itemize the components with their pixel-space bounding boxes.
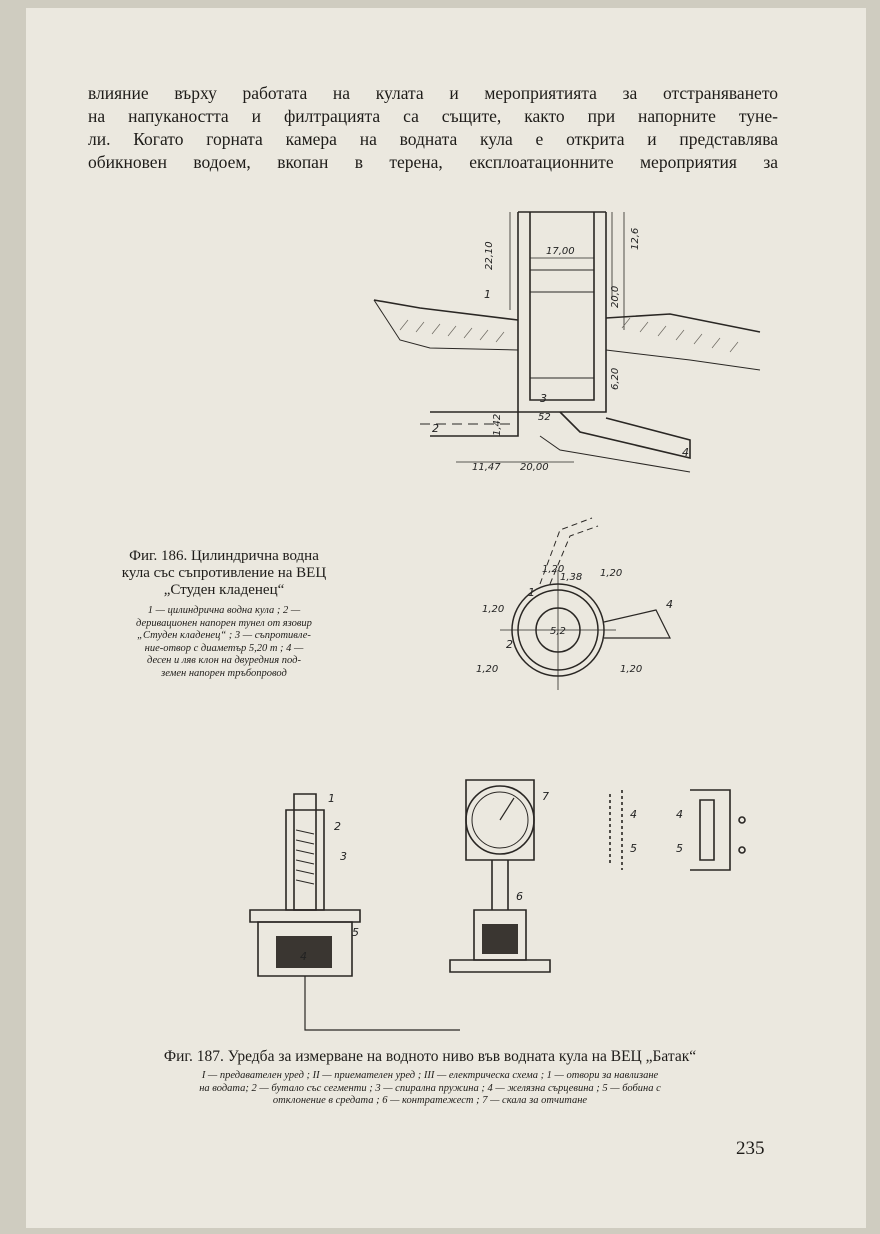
paragraph-line: влияние върху работата на кулата и мероприятията за отстраняването <box>88 83 778 103</box>
fig187-label-1: 1 <box>328 792 335 805</box>
dim-200: 20,0 <box>610 285 621 308</box>
page-number: 235 <box>736 1138 765 1159</box>
fig186-caption <box>88 548 360 680</box>
plan-dim-138: 1,38 <box>560 572 583 583</box>
fig187-caption <box>80 1048 780 1108</box>
fig186-plan-drawing <box>470 510 690 690</box>
fig187-label-4: 4 <box>300 950 307 963</box>
plan-dim-52: 5,2 <box>550 626 566 637</box>
dim-52: 52 <box>538 412 551 423</box>
fig187-label-4b: 4 <box>630 808 637 821</box>
fig187-label-5b: 5 <box>630 842 637 855</box>
fig186-legend: 1 — цилиндрична водна кула ; 2 — деривационен напорен тунел от язовир „Студен кладенец“ ; 3 — съпротивле- ние-отвор с диаметър 5,20 m ; 4 — десен и ляв клон на двуредния под- земен напорен тръбопровод <box>136 605 312 679</box>
dim-2210: 22,10 <box>484 241 495 270</box>
dim-142: 1,42 <box>492 413 503 436</box>
fig187-label-7: 7 <box>542 790 549 803</box>
plan-label-4: 4 <box>666 598 673 611</box>
fig187-label-3: 3 <box>340 850 347 863</box>
paragraph-line: обикновен водоем, вкопан в терена, експлоатационните мероприятия за <box>88 152 778 172</box>
plan-label-2: 2 <box>506 638 513 651</box>
label-4: 4 <box>682 446 689 459</box>
plan-dim-120-b: 1,20 <box>600 568 623 579</box>
label-1: 1 <box>484 288 491 301</box>
fig187-instrument-drawing <box>230 760 770 1050</box>
fig186-section-drawing <box>360 200 780 490</box>
fig187-label-4c: 4 <box>676 808 683 821</box>
plan-dim-120-a: 1,20 <box>542 564 565 575</box>
plan-dim-120-e: 1,20 <box>620 664 643 675</box>
plan-label-1: 1 <box>528 586 535 599</box>
fig186-title: Фиг. 186. Цилиндрична водна кула със съпротивление на ВЕЦ „Студен кладенец“ <box>121 548 327 598</box>
body-paragraph <box>88 82 778 174</box>
dim-126: 12,6 <box>630 227 641 250</box>
fig187-label-5: 5 <box>352 926 359 939</box>
dim-1700: 17,00 <box>546 246 575 257</box>
fig187-label-2: 2 <box>334 820 341 833</box>
fig187-label-6: 6 <box>516 890 523 903</box>
dim-620: 6,20 <box>610 367 621 390</box>
plan-dim-120-d: 1,20 <box>476 664 499 675</box>
fig187-title: Фиг. 187. Уредба за измерване на водното ниво във водната кула на ВЕЦ „Батак“ <box>163 1048 697 1065</box>
plan-dim-120-c: 1,20 <box>482 604 505 615</box>
label-3: 3 <box>540 392 547 405</box>
dim-1147: 11,47 <box>472 462 501 473</box>
fig187-legend: I — предавателен уред ; II — приемателен уред ; III — електрическа схема ; 1 — отвори за навлизане на водата; 2 — бутало със сегменти ; 3 — спирална пружина ; 4 — желязна сърцевина ; 5 — бобина с отклонение в средата ; 6 — контратежест ; 7 — скала за отчитане <box>199 1070 661 1106</box>
paragraph-line: на напукаността и филтрацията са същите, както при напорните туне- <box>88 106 778 126</box>
dim-2000: 20,00 <box>520 462 549 473</box>
paragraph-line: ли. Когато горната камера на водната кула е открита и представлява <box>88 129 778 149</box>
fig187-label-5c: 5 <box>676 842 683 855</box>
label-2: 2 <box>432 422 439 435</box>
